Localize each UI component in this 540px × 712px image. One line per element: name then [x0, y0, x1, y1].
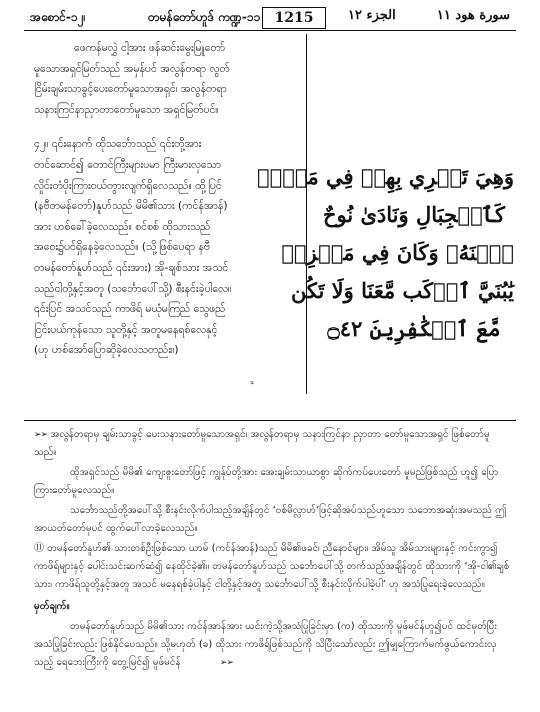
text-line: လှိုင်းတံပိုးကြားဝယ်တွားလျက်ရှိလေသည်။ ထို့ပြင် — [34, 179, 222, 192]
text-line: တမန်တော်နူဟ်သည် ၎င်းအား) အို-ချစ်သား အသင် — [34, 261, 229, 274]
arabic-verse-42 — [257, 158, 514, 348]
text-line: အား ဟစ်ခေါ်ခဲ့လေသည်။ စင်စစ် ထိုသားသည် — [34, 220, 211, 233]
footnote-rule — [24, 420, 516, 421]
text-line: သနားကြင်နာညှာတာတော်မူသော အရှင်မြတ်ပင်။ — [34, 103, 219, 116]
arabic-line: ٱبۡنَهُۥ وَكَانَ فِي مَعۡزِلٖ — [281, 240, 514, 265]
text-line: ငြိမ်းချမ်းသာခွင့်ပေးတော်မူသောအရှင်၊ အလွန်တရာ — [34, 83, 227, 96]
text-line: သည်ငါတို့နှင့်အတူ (သင်္ဘောပေါ်သို့) စီးနင်းခဲ့ပါလေ။ — [34, 282, 232, 295]
header-rule — [24, 30, 516, 31]
text-line: (နဗီတမန်တော်)နူဟ်သည် မိမိ၏သား (ကင်န်အာန်) — [34, 200, 228, 213]
footnote: သင်္ဘောသည်တို့အပေါ်သို့ စီးနင်းလိုက်ပါသည့်အချိန်တွင် ‘ဗစ်မိလ္လာဟ်’ဖြင့်ဆိုအပ်သည်ဟူသော သဘောအဆုံးအမသည် ဤအာယတ်တော်မှပင် ထွက်ပေါ်လာခဲ့လေသည်။ — [34, 505, 507, 534]
text-line: ၄၂။ ၎င်းနောက် ထိုသင်္ဘောသည် ၎င်းတို့အား — [34, 138, 202, 151]
header-volume: အစောင်-၁၂၊ — [30, 10, 86, 24]
footnote-text: အလွန်တရာမှ ချမ်းသာခွင့် ပေးသနားတော်မူသောအရှင်၊ အလွန်တရာမှ သနားကြင်နာ ညှာတာ တော်မူသောအရှင် ဖြစ်တော်မူသည်။ — [34, 429, 490, 458]
footnote-text: တမန်တော်နူဟ်သည် မိမိ၏သား ကင်န်အာန်အား ယင်းကဲ့သို့အသံပြုခြင်းမှာ (က) ထိုသားကို မူဖ်မင်န်ဟူ၍ပင် ထင်မှတ်ပြီး အသံပြုခြင်းလည်း ဖြစ်နိုင်ပေသည်။ သို့မဟုတ် (ခ) ထိုသား ကာဖိရ်ဖြစ်သည်ကို သိပြီးသော်လည်း ဤမျှကြောက်မက်ဖွယ်ကောင်းလှသည့် ရေဘေးကြီးကို တွေ့မြင်၍ မူဖ်မင်န် — [34, 621, 497, 668]
text-line: ၎င်းပြင် အသင်သည် ကာဖိရ် မယုံမကြည် သွေဖည် — [34, 303, 226, 316]
text-line: ငြင်းပယ်ကုန်သော သူတို့နှင့် အတူမနေရစ်လေနှင့် — [34, 323, 218, 336]
text-line: တင်ဆောင်၍ တောင်ကြီးများပမာ ကြီးမားလှသော — [34, 158, 221, 171]
note-label: မှတ်ချက်။ — [34, 601, 70, 612]
footnote — [34, 426, 512, 462]
arabic-line: يَٰبُنَيَّ ٱرۡكَب مَّعَنَا وَلَا تَكُن — [290, 278, 514, 303]
footnote: ထိုအရှင်သည် မိမိ၏ ကျေးဇူးတော်ဖြင့် ကျွန်ုပ်တို့အား အေးချမ်းသာယာစွာ ဆိုက်ကပ်ပေးတော် မူမည်ဖြစ်သည် ဟူ၍ ပြောကြားတော်မူလေသည်။ — [34, 467, 499, 496]
translation-column — [34, 38, 296, 361]
double-arrow-icon: ➢➢ — [219, 658, 233, 668]
text-line: ဖေကန်မလွှဲ ငါ့အား ဖန်ဆင်းမွေးမြူတော် — [74, 42, 225, 54]
arabic-line: وَهِيَ تَجۡرِي بِهِمۡ فِي مَوۡجٖ — [257, 164, 514, 189]
translation-paragraph-a — [34, 38, 296, 120]
footnote: ⑪ တမန်တော်နူဟ်၏ သားတစ်ဦးဖြစ်သော ယာမ် (ကင်န်အာန်)သည် မိမိ၏ဖခင်၊ ညီနောင်များ၊ အိမ်သူ အိမ်သားများနှင့် ကင်းကွာ၍ ကာဖိရ်များနှင့် ပေါင်းသင်းဆက်ဆံ၍ နေထိုင်ခဲ့၏။ တမန်တော်နူဟ်သည် သင်္ဘောပေါ်သို့ တက်သည့်အချိန်တွင် ထိုသားကို ‘အို-ငါ၏ချစ်သား၊ ကာဖိရ်သူတို့နှင့်အတူ အသင် မနေရစ်ခဲ့ပါနှင့် ငါတို့နှင့်အတူ သင်္ဘောပေါ်သို့ စီးနင်းလိုက်ပါခဲ့ပါ’ ဟု အသံပြုရေးခဲ့လေသည်။ — [34, 543, 510, 590]
arabic-line: مَّعَ ٱلۡكَٰفِرِينَ ۝٤٢ — [327, 316, 501, 341]
footnotes — [34, 426, 512, 674]
running-header — [24, 6, 516, 30]
arabic-line: كَٱلۡجِبَالِ وَنَادَىٰ نُوحٌ — [322, 202, 506, 227]
header-chapter: တမန်တော်ဟူဒ် ကဏ္ဍ-၁၁ — [148, 10, 261, 24]
paragraph-end-mark: ᐣ — [250, 380, 254, 391]
text-line: အဝေး၌ပင်ရှိနေခဲ့လေသည်။ (သို့ဖြစ်ပေရာ နဗီ — [34, 241, 210, 254]
page-number: 1215 — [262, 7, 326, 29]
text-line: (ဟု ဟစ်အော်ပြောဆိုခဲ့လေသတည်း။) — [34, 344, 179, 357]
header-juz: الجزء ١٢ — [348, 8, 396, 23]
header-surah: سورة هود ١١ — [436, 8, 510, 23]
column-divider — [306, 34, 307, 394]
text-line: မူသောအရှင်မြတ်သည် အမှန်ပင် အလွန်တရာ လွတ် — [34, 62, 230, 75]
footnote — [34, 618, 512, 672]
double-arrow-icon: ➢➢ — [34, 430, 48, 440]
